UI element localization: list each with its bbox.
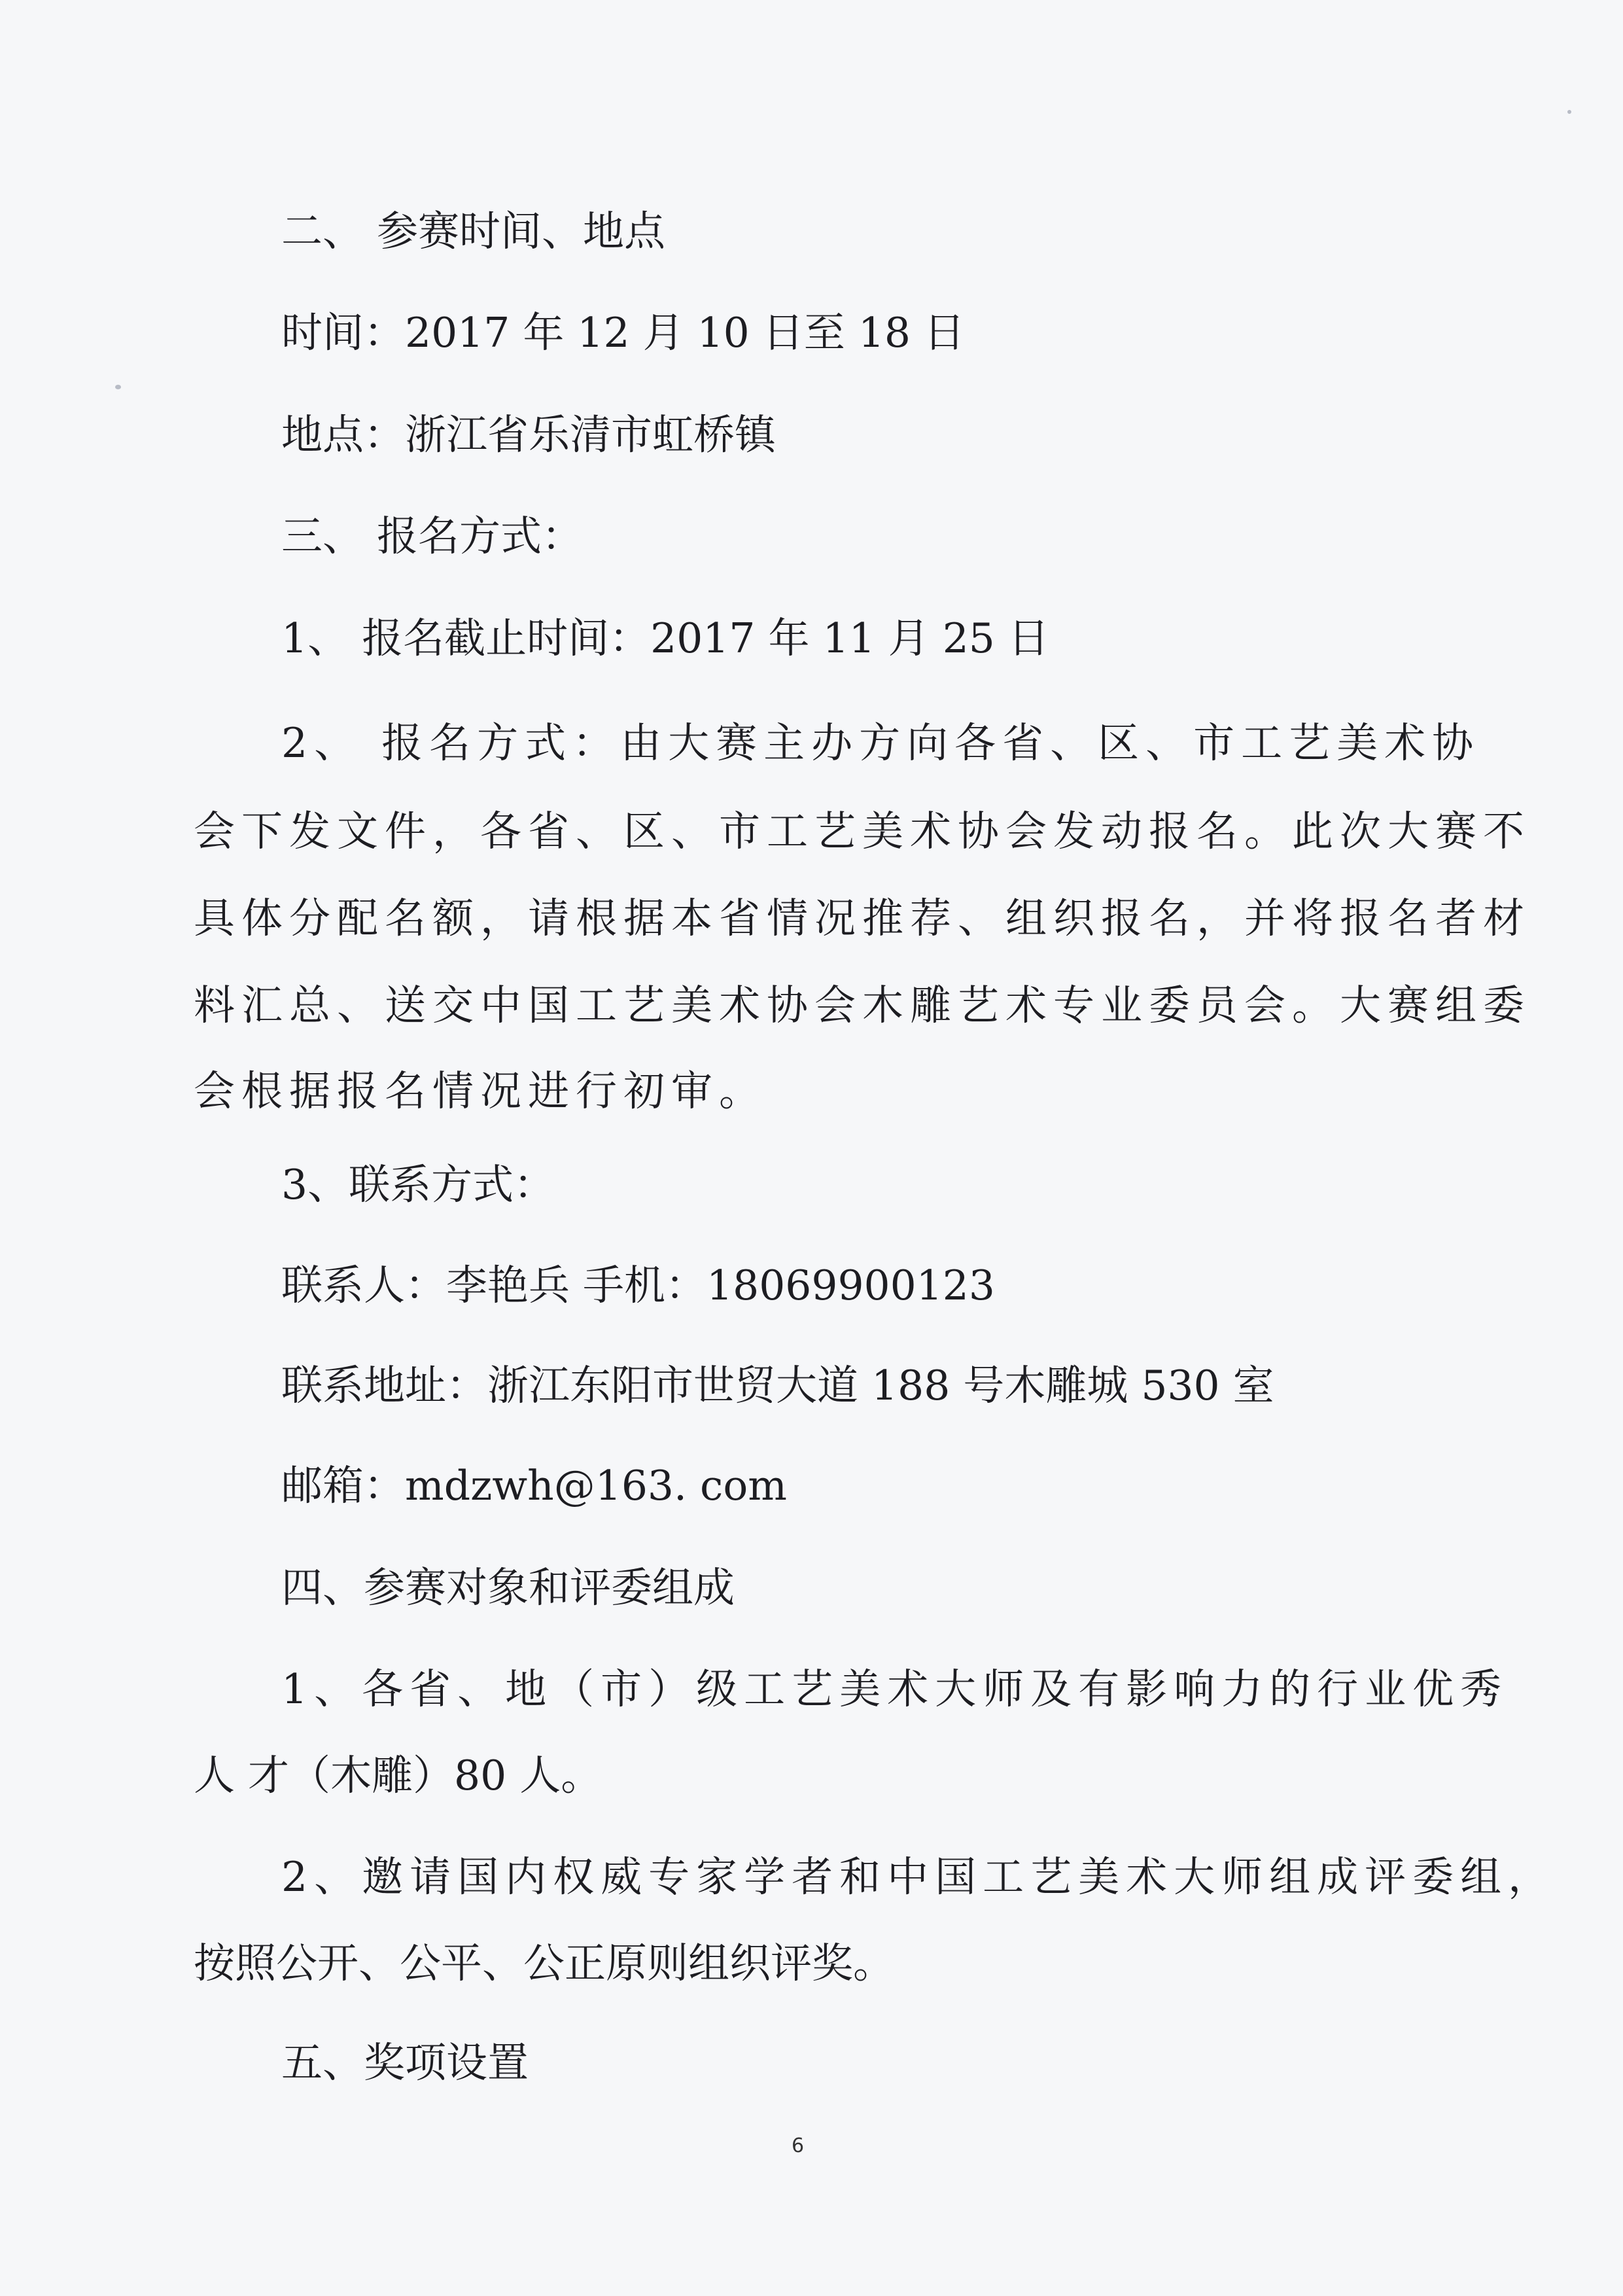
participants-line-1: 1、各省、地（市）级工艺美术大师及有影响力的行业优秀 bbox=[281, 1665, 1509, 1713]
deadline-line: 1、 报名截止时间：2017 年 11 月 25 日 bbox=[281, 614, 1049, 662]
method-paragraph-line-5: 会根据报名情况进行初审。 bbox=[194, 1067, 767, 1115]
section-heading-5: 五、奖项设置 bbox=[281, 2039, 529, 2087]
location-line: 地点：浙江省乐清市虹桥镇 bbox=[281, 411, 776, 459]
judges-line-2: 按照公开、公平、公正原则组织评奖。 bbox=[194, 1939, 894, 1987]
method-paragraph-line-2: 会下发文件，各省、区、市工艺美术协会发动报名。此次大赛不 bbox=[194, 807, 1531, 855]
email-line: 邮箱：mdzwh@163. com bbox=[281, 1462, 788, 1510]
method-paragraph-line-3: 具体分配名额，请根据本省情况推荐、组织报名，并将报名者材 bbox=[194, 894, 1531, 942]
contact-heading: 3、联系方式： bbox=[281, 1161, 555, 1209]
contact-address-line: 联系地址：浙江东阳市世贸大道 188 号木雕城 530 室 bbox=[281, 1362, 1274, 1409]
method-paragraph-line-1: 2、 报名方式：由大赛主办方向各省、区、市工艺美术协 bbox=[281, 719, 1480, 767]
participants-line-2: 人 才（木雕）80 人。 bbox=[194, 1752, 602, 1799]
method-paragraph-line-4: 料汇总、送交中国工艺美术协会木雕艺术专业委员会。大赛组委 bbox=[194, 981, 1531, 1029]
scan-speck bbox=[1567, 110, 1571, 114]
contact-person-line: 联系人：李艳兵 手机：18069900123 bbox=[281, 1262, 995, 1309]
scan-speck bbox=[115, 385, 121, 389]
judges-line-1: 2、邀请国内权威专家学者和中国工艺美术大师组成评委组， bbox=[281, 1853, 1556, 1901]
section-heading-4: 四、参赛对象和评委组成 bbox=[281, 1564, 735, 1612]
page-number: 6 bbox=[792, 2134, 805, 2157]
time-line: 时间：2017 年 12 月 10 日至 18 日 bbox=[281, 309, 966, 357]
section-heading-2: 二、 参赛时间、地点 bbox=[281, 207, 666, 255]
section-heading-3: 三、 报名方式： bbox=[281, 512, 584, 560]
